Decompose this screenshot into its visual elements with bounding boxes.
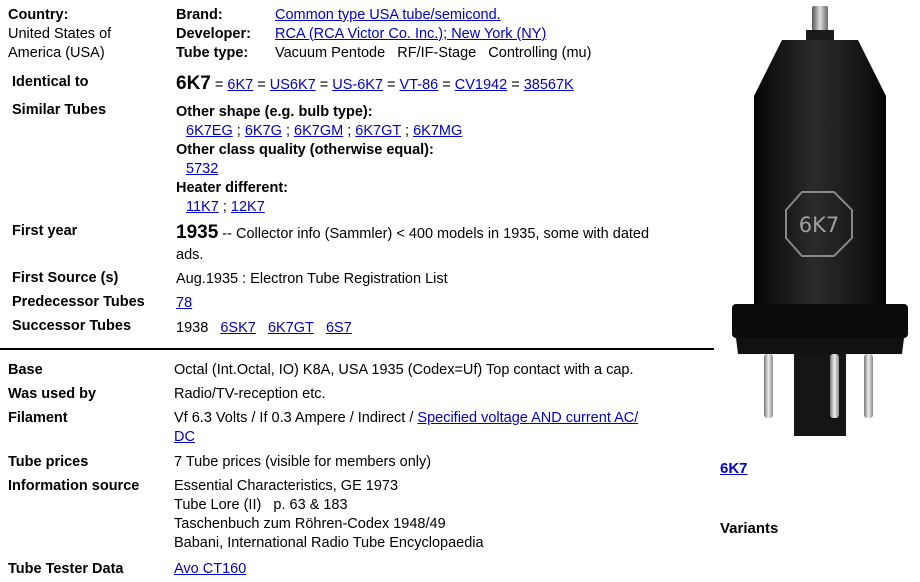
- first-year-text: -- Collector info (Sammler) < 400 models in 1935, some with dated: [218, 226, 650, 242]
- equals-sign: =: [257, 77, 266, 93]
- identical-row: [176, 74, 574, 95]
- successor-link[interactable]: 6S7: [325, 320, 352, 336]
- successor-row: [176, 319, 352, 338]
- successor-label: Successor Tubes: [12, 318, 132, 334]
- brand-label: Brand:: [176, 7, 223, 23]
- base-label: Base: [8, 362, 43, 378]
- variants-label: Variants: [720, 520, 779, 537]
- used-by-value: Radio/TV-reception etc.: [174, 386, 326, 402]
- successor-year: 1938: [176, 320, 209, 336]
- class-link[interactable]: 5732: [186, 161, 219, 177]
- similar-label: Similar Tubes: [12, 102, 107, 118]
- successor-link[interactable]: 6K7GT: [267, 320, 314, 336]
- prices-label: Tube prices: [8, 454, 89, 470]
- equals-sign: =: [387, 77, 396, 93]
- info-source-line: Babani, International Radio Tube Encyclopaedia: [174, 535, 484, 551]
- identical-link[interactable]: VT-86: [399, 77, 439, 93]
- identical-label: Identical to: [12, 74, 89, 90]
- info-source-line: Taschenbuch zum Röhren-Codex 1948/49: [174, 516, 446, 532]
- filament-link[interactable]: Specified voltage AND current AC/: [417, 410, 639, 426]
- filament-value: [174, 409, 638, 428]
- info-source-line: Tube Lore (II) p. 63 & 183: [174, 497, 348, 513]
- first-year-text2: ads.: [176, 247, 204, 263]
- predecessor-link[interactable]: 78: [176, 295, 193, 311]
- tester-label: Tube Tester Data: [8, 561, 124, 577]
- first-year-label: First year: [12, 223, 78, 239]
- heater-link[interactable]: 11K7: [186, 199, 219, 215]
- filament-text: Vf 6.3 Volts / If 0.3 Ampere / Indirect /: [174, 410, 418, 426]
- country-line1: United States of: [8, 26, 112, 42]
- identical-link[interactable]: 6K7: [227, 77, 254, 93]
- separator: ;: [285, 123, 290, 139]
- used-by-label: Was used by: [8, 386, 97, 402]
- tester-link[interactable]: Avo CT160: [174, 561, 247, 577]
- identical-main: 6K7: [176, 73, 211, 94]
- shape-link[interactable]: 6K7GM: [294, 123, 344, 139]
- filament-link-cont[interactable]: DC: [174, 429, 195, 445]
- brand-link[interactable]: Common type USA tube/semicond.: [275, 7, 501, 23]
- shape-title: Other shape (e.g. bulb type):: [176, 104, 373, 120]
- successor-link[interactable]: 6SK7: [220, 320, 256, 336]
- separator: ;: [236, 123, 241, 139]
- developer-link[interactable]: RCA (RCA Victor Co. Inc.); New York (NY): [275, 26, 547, 42]
- tube-type-label: Tube type:: [176, 45, 249, 61]
- class-title: Other class quality (otherwise equal):: [176, 142, 434, 158]
- separator: ;: [405, 123, 410, 139]
- predecessor-label: Predecessor Tubes: [12, 294, 145, 310]
- shape-link[interactable]: 6K7G: [244, 123, 282, 139]
- first-year-number: 1935: [176, 222, 219, 243]
- filament-label: Filament: [8, 410, 68, 426]
- shape-link[interactable]: 6K7EG: [186, 123, 233, 139]
- photo-caption-link[interactable]: 6K7: [720, 460, 748, 477]
- developer-label: Developer:: [176, 26, 251, 42]
- first-year-value: [176, 223, 716, 244]
- heater-link[interactable]: 12K7: [230, 199, 265, 215]
- svg-text:6K7: 6K7: [798, 213, 840, 237]
- identical-link[interactable]: CV1942: [454, 77, 508, 93]
- country-line2: America (USA): [8, 45, 105, 61]
- identical-link[interactable]: US6K7: [269, 77, 316, 93]
- tube-photo[interactable]: [722, 4, 914, 442]
- info-source-line: Essential Characteristics, GE 1973: [174, 478, 399, 494]
- shape-link[interactable]: 6K7GT: [355, 123, 401, 139]
- heater-title: Heater different:: [176, 180, 288, 196]
- shape-links: [186, 122, 462, 141]
- prices-value: 7 Tube prices (visible for members only): [174, 454, 432, 470]
- identical-link[interactable]: US-6K7: [332, 77, 383, 93]
- equals-sign: =: [442, 77, 451, 93]
- first-source-value: Aug.1935 : Electron Tube Registration List: [176, 271, 448, 287]
- tube-type-value: Vacuum Pentode RF/IF-Stage Controlling (mu): [275, 45, 592, 61]
- base-value: Octal (Int.Octal, IO) K8A, USA 1935 (Codex=Uf) Top contact with a cap.: [174, 362, 634, 378]
- separator: ;: [222, 199, 227, 215]
- equals-sign: =: [511, 77, 520, 93]
- equals-sign: =: [319, 77, 329, 93]
- country-label: Country:: [8, 7, 69, 23]
- equals-sign: =: [214, 77, 224, 93]
- identical-link[interactable]: 38567K: [523, 77, 574, 93]
- separator: ;: [347, 123, 352, 139]
- first-source-label: First Source (s): [12, 270, 119, 286]
- section-divider: [0, 348, 714, 350]
- heater-links: [186, 198, 265, 217]
- info-source-label: Information source: [8, 478, 140, 494]
- shape-link[interactable]: 6K7MG: [413, 123, 463, 139]
